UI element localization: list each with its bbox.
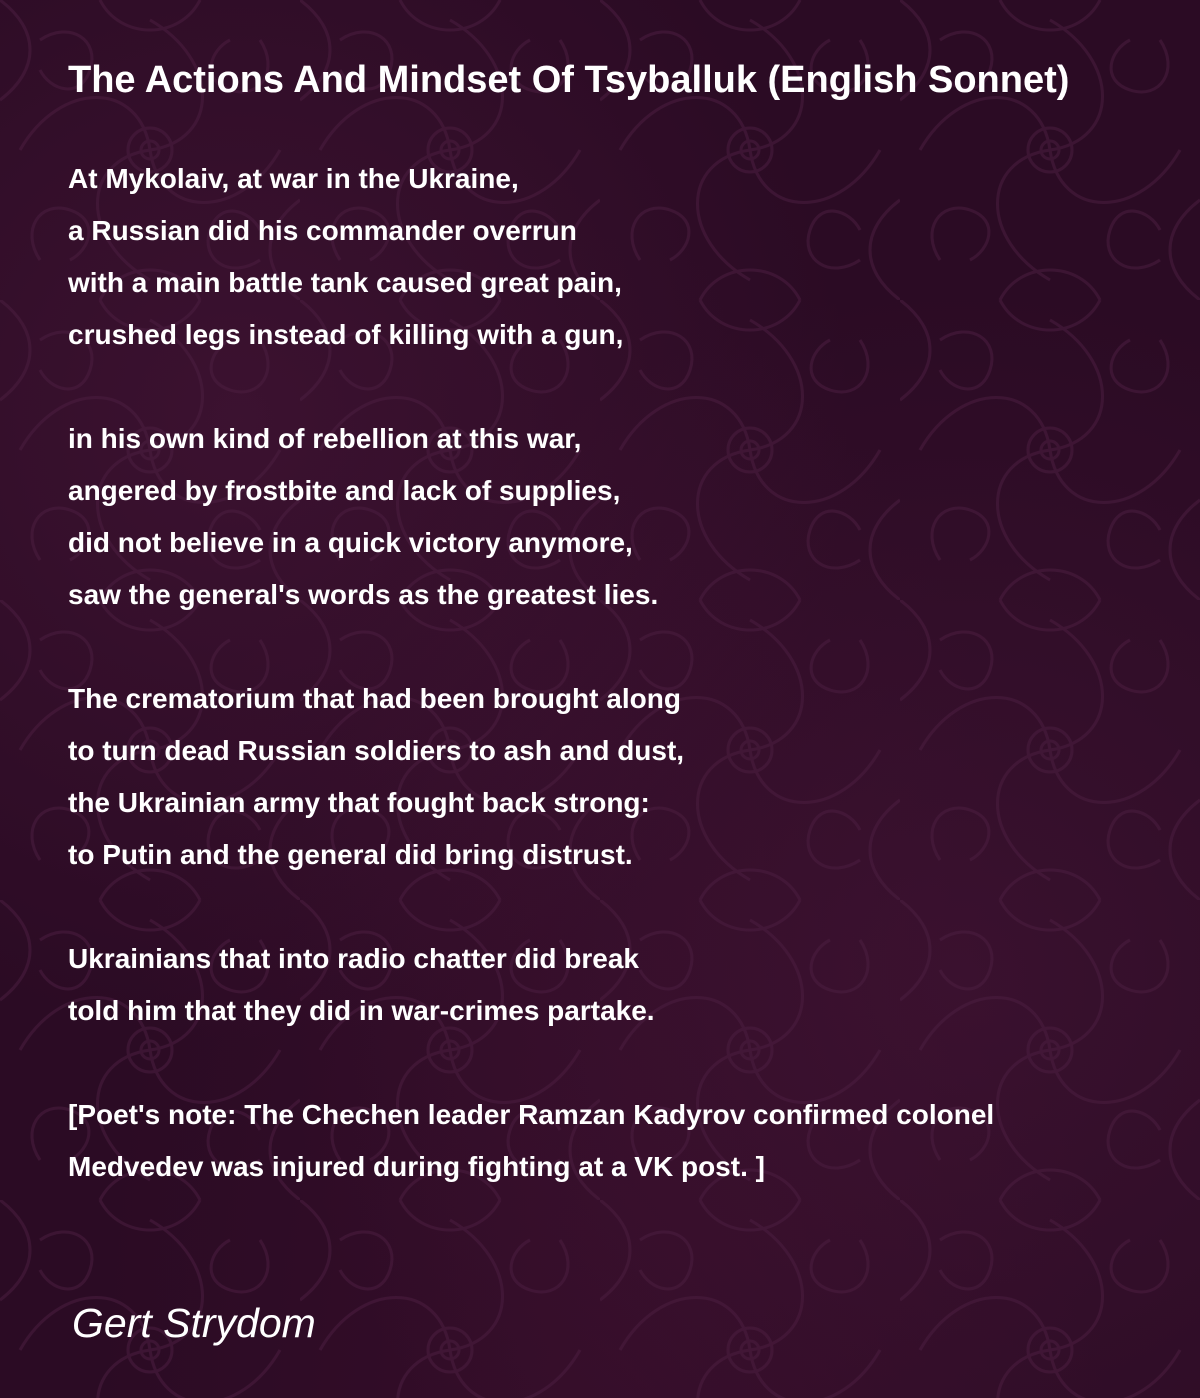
poem-content [68, 55, 1178, 1193]
poem-title: The Actions And Mindset Of Tsyballuk (English Sonnet) [68, 59, 1070, 101]
poem-line: At Mykolaiv, at war in the Ukraine, [68, 163, 519, 194]
poem-line: angered by frostbite and lack of supplies, [68, 475, 621, 506]
poem-author: Gert Strydom [72, 1300, 316, 1346]
poem-line: in his own kind of rebellion at this war, [68, 423, 582, 454]
poem-stanza-2 [68, 413, 1178, 621]
poem-line: a Russian did his commander overrun [68, 215, 577, 246]
poem-line: to Putin and the general did bring distrust. [68, 839, 633, 870]
poem-line: The crematorium that had been brought along [68, 683, 681, 714]
poem-line: with a main battle tank caused great pain, [68, 267, 622, 298]
poem-stanza-3 [68, 673, 1178, 881]
poets-note [68, 1089, 1178, 1193]
poem-stanza-4 [68, 933, 1178, 1037]
poem-stanza-1 [68, 153, 1178, 361]
poem-line: [Poet's note: The Chechen leader Ramzan Kadyrov confirmed colonel [68, 1099, 995, 1130]
poem-line: saw the general's words as the greatest lies. [68, 579, 659, 610]
poem-line: crushed legs instead of killing with a gun, [68, 319, 624, 350]
poem-line: the Ukrainian army that fought back strong: [68, 787, 650, 818]
poem-line: to turn dead Russian soldiers to ash and dust, [68, 735, 685, 766]
poem-line: told him that they did in war-crimes partake. [68, 995, 655, 1026]
poem-line: did not believe in a quick victory anymore, [68, 527, 633, 558]
poem-line: Medvedev was injured during fighting at a VK post. ] [68, 1151, 765, 1182]
poem-line: Ukrainians that into radio chatter did break [68, 943, 640, 974]
